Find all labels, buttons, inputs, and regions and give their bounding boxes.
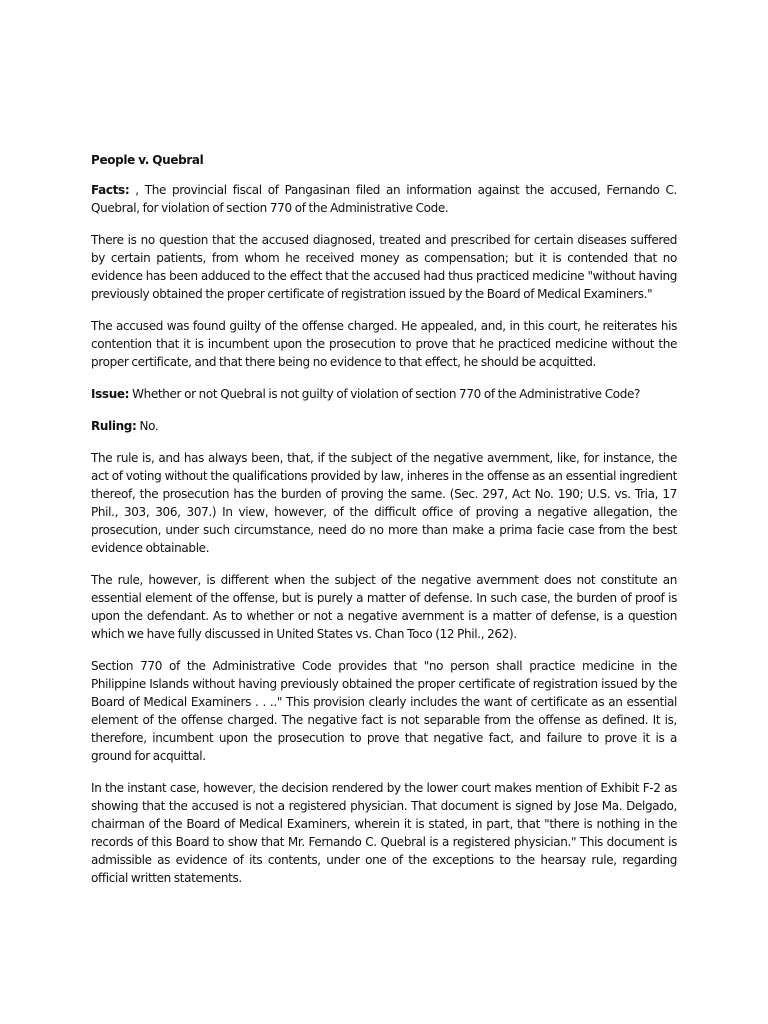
facts-label: Facts:: [91, 183, 130, 197]
ruling-text: No.: [136, 419, 159, 433]
issue-paragraph: [91, 385, 677, 403]
facts-paragraph: [91, 181, 677, 217]
ruling-paragraph: [91, 417, 677, 435]
body-paragraph-2: The accused was found guilty of the offense charged. He appealed, and, in this court, he reiterates his contention that it is incumbent upon the prosecution to prove that he practiced medicine without the proper certificate, and that there being no evidence to that effect, he should be acquitted.: [91, 319, 677, 369]
body-paragraph-4: The rule, however, is different when the subject of the negative avernment does not constitute an essential element of the offense, but is purely a matter of defense. In such case, the burden of proof is upon the defendant. As to whether or not a negative avernment is a matter of defense, is a question which we have fully discussed in United States vs. Chan Toco (12 Phil., 262).: [91, 573, 677, 641]
body-paragraph-1: There is no question that the accused diagnosed, treated and prescribed for certain diseases suffered by certain patients, from whom he received money as compensation; but it is contended that no evidence has been adduced to the effect that the accused had thus practiced medicine "without having previously obtained the proper certificate of registration issued by the Board of Medical Examiners.": [91, 233, 677, 301]
case-title: People v. Quebral: [91, 153, 204, 167]
body-paragraph-3: The rule is, and has always been, that, if the subject of the negative avernment, like, for instance, the act of voting without the qualifications provided by law, inheres in the offense as an essential ingredient thereof, the prosecution has the burden of proving the same. (Sec. 297, Act No. 190; U.S. vs. Tria, 17 Phil., 303, 306, 307.) In view, however, of the difficult office of proving a negative allegation, the prosecution, under such circumstance, need do no more than make a prima facie case from the best evidence obtainable.: [91, 451, 677, 555]
issue-label: Issue:: [91, 387, 130, 401]
body-paragraph-6: In the instant case, however, the decision rendered by the lower court makes mention of Exhibit F-2 as showing that the accused is not a registered physician. That document is signed by Jose Ma. Delgado, chairman of the Board of Medical Examiners, wherein it is stated, in part, that "there is nothing in the records of this Board to show that Mr. Fernando C. Quebral is a registered physician." This document is admissible as evidence of its contents, under one of the exceptions to the hearsay rule, regarding official written statements.: [91, 781, 677, 885]
ruling-label: Ruling:: [91, 419, 137, 433]
body-paragraph-5: Section 770 of the Administrative Code provides that "no person shall practice medicine in the Philippine Islands without having previously obtained the proper certificate of registration issued by the Board of Medical Examiners . . .." This provision clearly includes the want of certificate as an essential element of the offense charged. The negative fact is not separable from the offense as defined. It is, therefore, incumbent upon the prosecution to prove that negative fact, and failure to prove it is a ground for acquittal.: [91, 659, 677, 763]
document-page: [91, 151, 677, 901]
issue-text: Whether or not Quebral is not guilty of violation of section 770 of the Administrative Code?: [129, 387, 641, 401]
facts-text: , The provincial fiscal of Pangasinan filed an information against the accused, Fernando C. Quebral, for violation of section 770 of the Administrative Code.: [91, 183, 677, 215]
